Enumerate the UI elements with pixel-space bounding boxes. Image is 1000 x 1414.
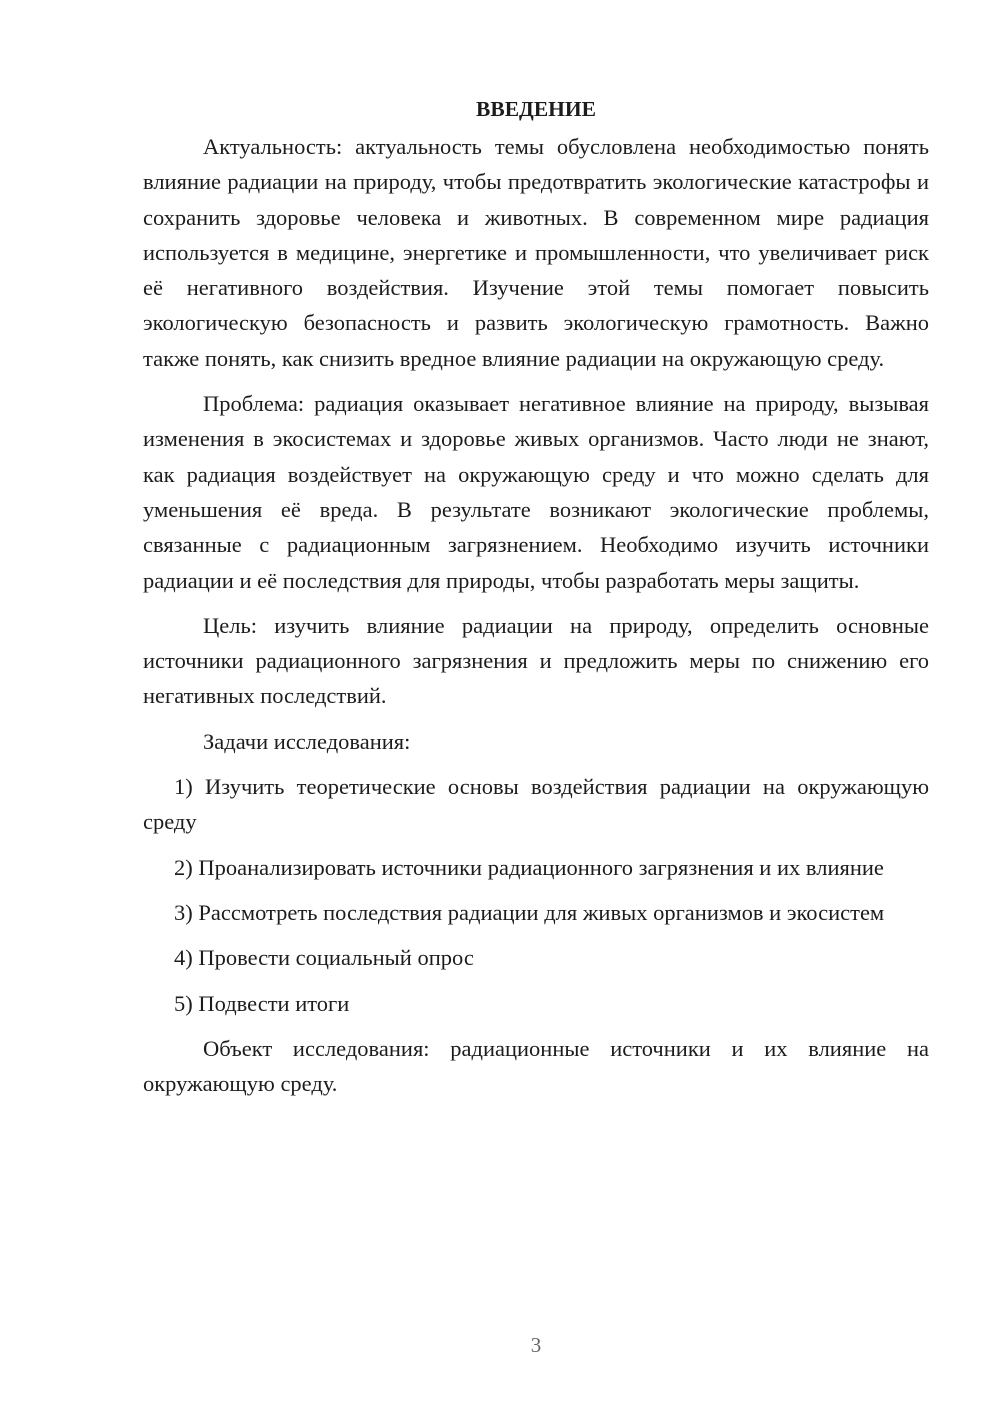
relevance-paragraph: Актуальность: актуальность темы обусловлена необходимостью понять влияние радиации на природу, чтобы предотвратить экологические катастрофы и сохранить здоровье человека и животных. В современном мире радиация используется в медицине, энергетике и промышленности, что увеличивает риск её негативного воздействия. Изучение этой темы помогает повысить экологическую безопасность и развить экологическую грамотность. Важно также понять, как снизить вредное влияние радиации на окружающую среду. bbox=[143, 134, 929, 371]
page-content bbox=[143, 92, 929, 1111]
task-number: 5) bbox=[174, 990, 193, 1016]
task-item bbox=[143, 850, 929, 885]
task-text: Изучить теоретические основы воздействия радиации на окружающую среду bbox=[143, 774, 930, 835]
task-item bbox=[143, 986, 929, 1021]
task-number: 1) bbox=[174, 774, 193, 800]
goal-paragraph: Цель: изучить влияние радиации на природу, определить основные источники радиационного загрязнения и предложить меры по снижению его негативных последствий. bbox=[143, 612, 929, 709]
task-text: Проанализировать источники радиационного загрязнения и их влияние bbox=[198, 854, 884, 880]
task-number: 4) bbox=[174, 945, 193, 971]
task-item bbox=[143, 895, 929, 930]
section-title: ВВЕДЕНИЕ bbox=[476, 97, 596, 121]
task-text: Провести социальный опрос bbox=[198, 945, 474, 971]
task-number: 3) bbox=[174, 899, 193, 925]
page-number: 3 bbox=[530, 1333, 542, 1357]
tasks-heading: Задачи исследования: bbox=[203, 728, 411, 754]
task-item bbox=[143, 940, 929, 975]
task-item bbox=[143, 769, 929, 840]
problem-paragraph: Проблема: радиация оказывает негативное влияние на природу, вызывая изменения в экосистемах и здоровье живых организмов. Часто люди не знают, как радиация воздействует на окружающую среду и что можно сделать для уменьшения её вреда. В результате возникают экологические проблемы, связанные с радиационным загрязнением. Необходимо изучить источники радиации и её последствия для природы, чтобы разработать меры защиты. bbox=[143, 391, 929, 593]
task-text: Подвести итоги bbox=[198, 990, 350, 1016]
task-number: 2) bbox=[174, 854, 193, 880]
task-text: Рассмотреть последствия радиации для живых организмов и экосистем bbox=[198, 899, 885, 925]
object-paragraph: Объект исследования: радиационные источники и их влияние на окружающую среду. bbox=[143, 1035, 929, 1097]
